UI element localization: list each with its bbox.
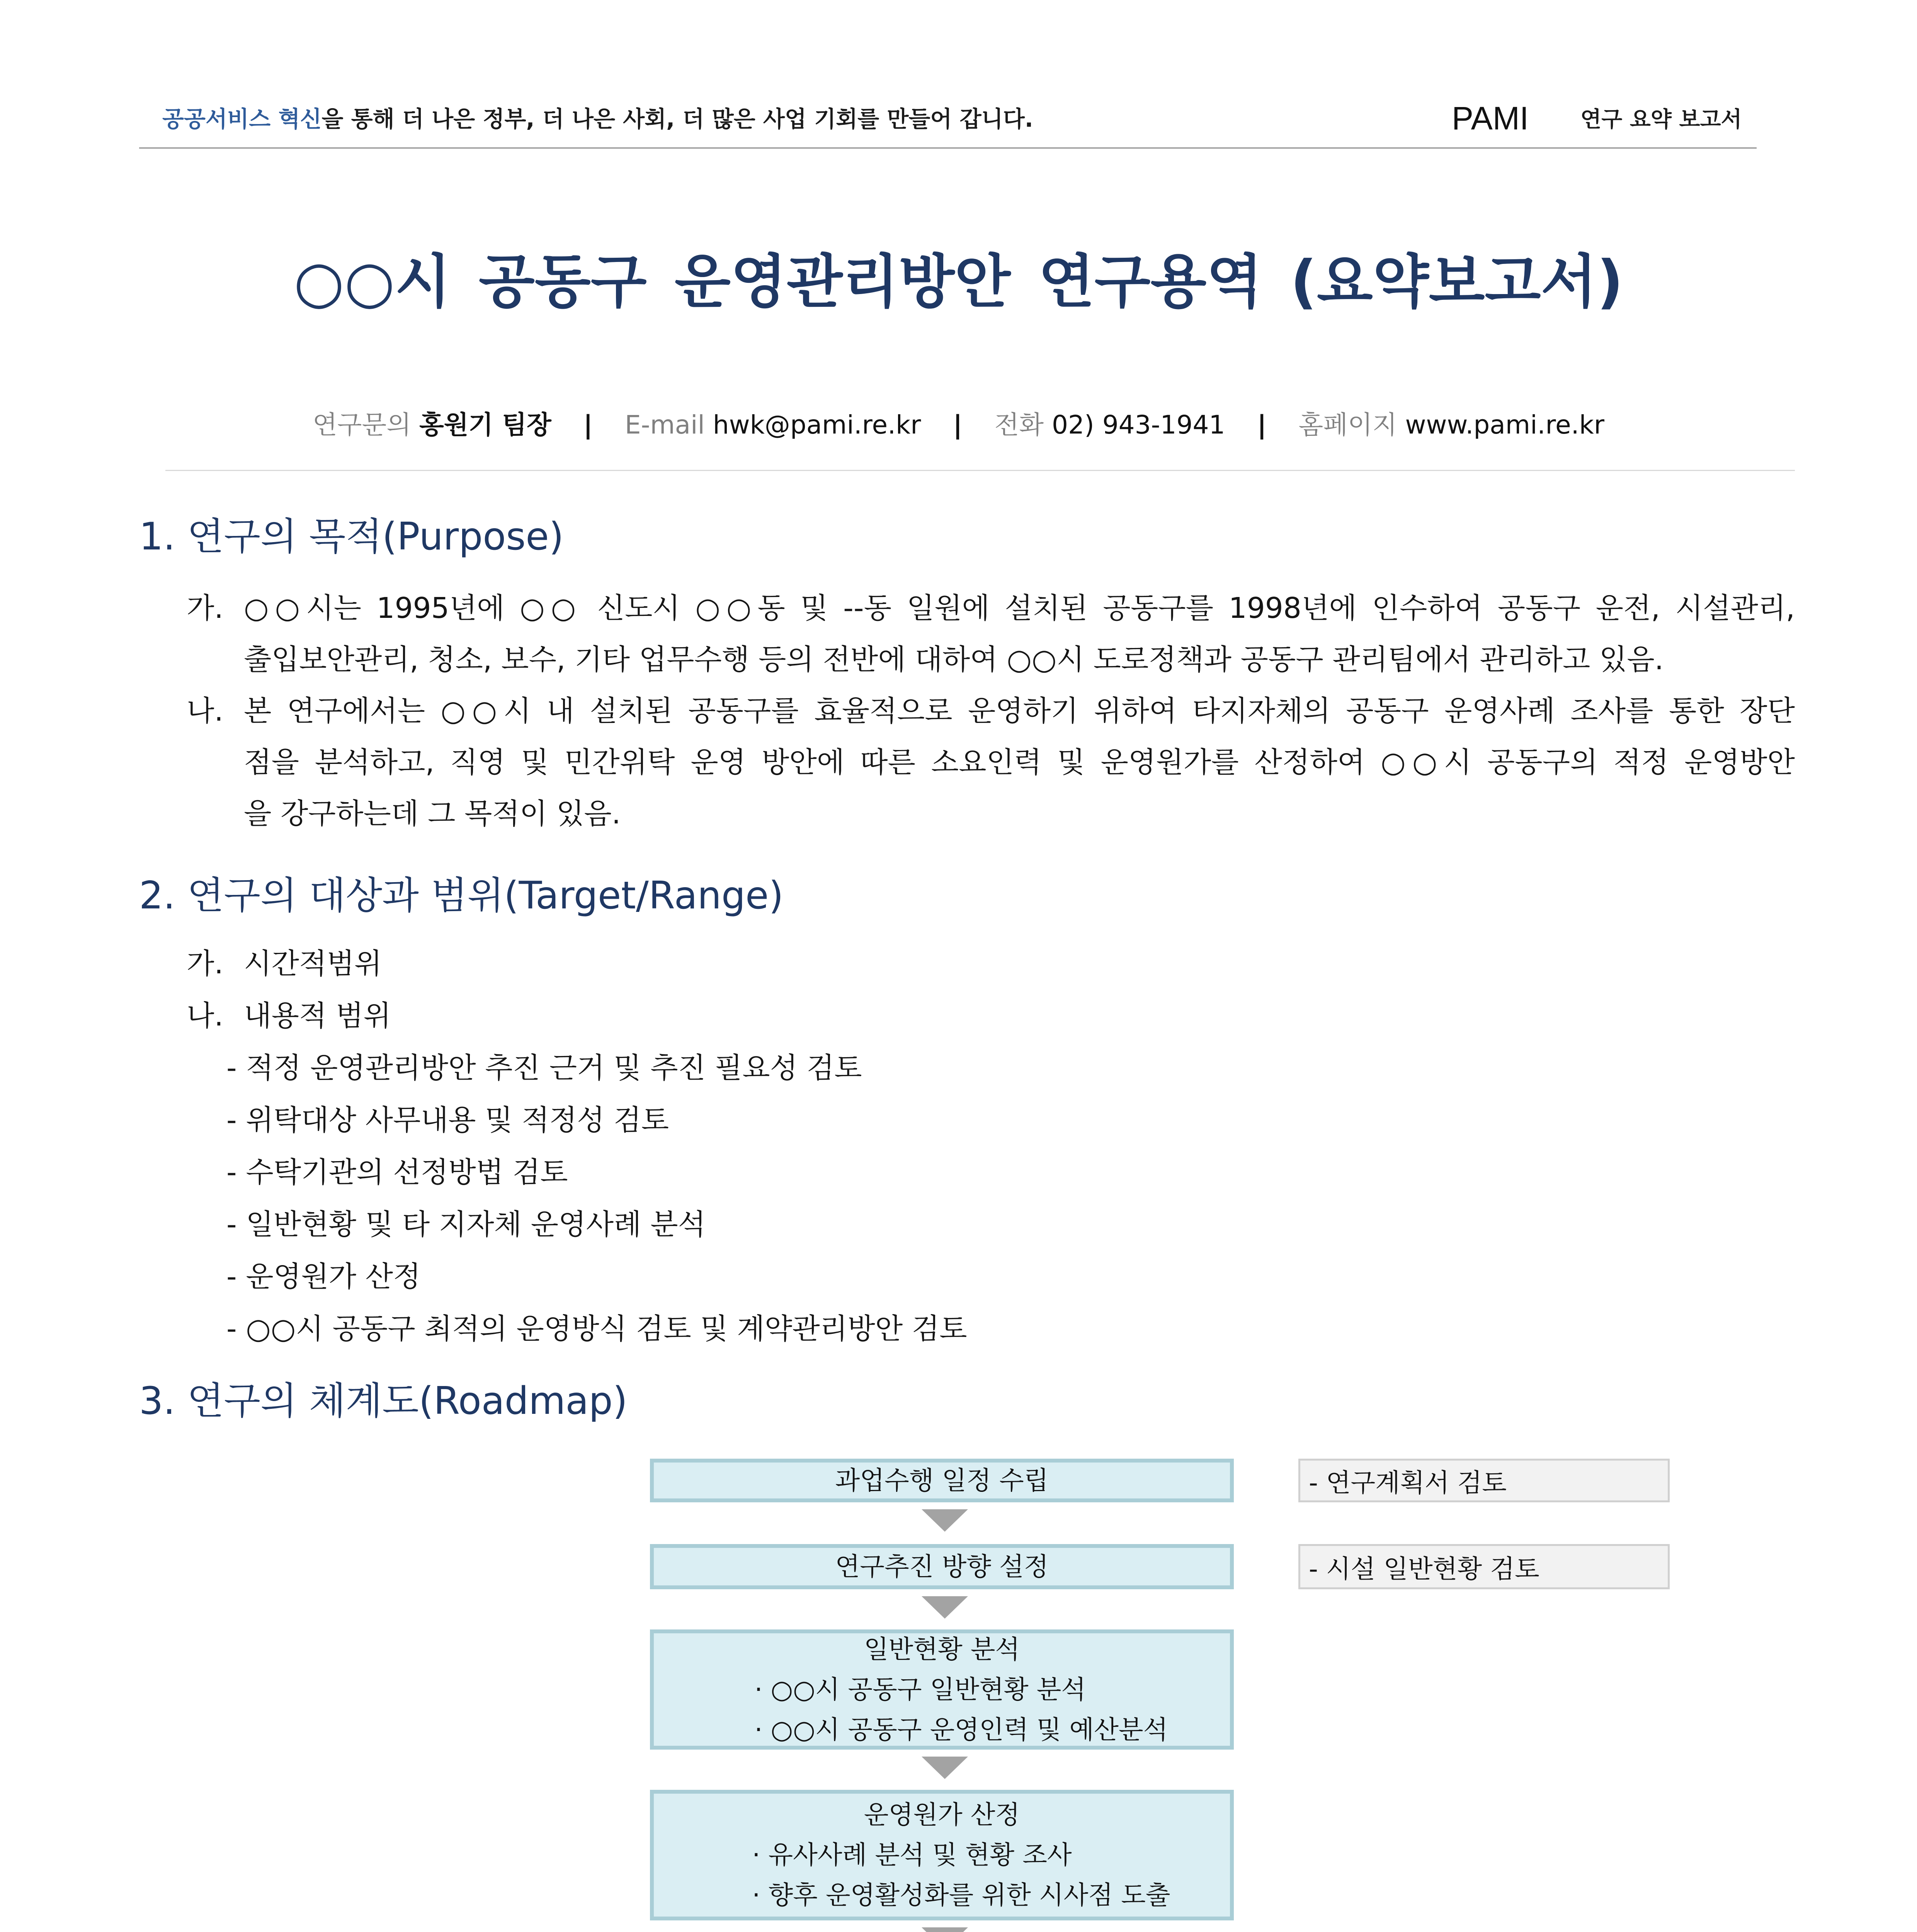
- roadmap-flowchart: [0, 1426, 1917, 1932]
- list-item-text: 시간적범위: [244, 947, 382, 980]
- sub-list-item: - 위탁대상 사무내용 및 적정성 검토: [226, 1104, 669, 1137]
- contact-email-value: hwk@pami.re.kr: [713, 410, 921, 440]
- contact-homepage-value: www.pami.re.kr: [1405, 410, 1604, 440]
- paragraph-line: 을 강구하는데 그 목적이 있음.: [244, 797, 621, 830]
- sub-list-item: - 운영원가 산정: [226, 1260, 421, 1293]
- paragraph-line: 점을 분석하고, 직영 및 민간위탁 운영 방안에 따른 소요인력 및 운영원가를 산정하여 ○○시 공동구의 적정 운영방안: [244, 746, 1795, 779]
- paragraph-line: 출입보안관리, 청소, 보수, 기타 업무수행 등의 전반에 대하여 ○○시 도로정책과 공동구 관리팀에서 관리하고 있음.: [244, 643, 1664, 676]
- list-item: [187, 938, 1795, 990]
- contact-inquiry-label: 연구문의: [313, 410, 412, 440]
- section-heading-roadmap: 3. 연구의 체계도(Roadmap): [139, 1379, 628, 1423]
- section-heading-target-range: 2. 연구의 대상과 범위(Target/Range): [139, 874, 784, 918]
- contact-inquiry-value: 홍원기 팀장: [419, 410, 551, 440]
- roadmap-step: [650, 1790, 1234, 1920]
- list-item: [187, 990, 1795, 1042]
- list-item-text: 내용적 범위: [244, 999, 391, 1032]
- sub-list-item: - 수탁기관의 선정방법 검토: [226, 1156, 568, 1189]
- contact-homepage-label: 홈페이지: [1298, 410, 1397, 440]
- purpose-list: [187, 583, 1795, 840]
- roadmap-step-bullets: [755, 1670, 1168, 1750]
- roadmap-side-note: - 시설 일반현황 검토: [1298, 1544, 1670, 1589]
- item-marker: 가.: [187, 947, 224, 980]
- down-arrow-icon: [922, 1509, 968, 1532]
- contact-separator: |: [953, 410, 963, 440]
- contact-divider: [165, 470, 1795, 471]
- paragraph-line: 본 연구에서는 ○○시 내 설치된 공동구를 효율적으로 운영하기 위하여 타지자체의 공동구 운영사례 조사를 통한 장단: [244, 694, 1795, 728]
- list-item: [187, 583, 1795, 685]
- header-slogan: [162, 104, 1033, 134]
- header-slogan-highlight: 공공서비스 혁신: [162, 106, 322, 132]
- roadmap-step-bullets: [752, 1835, 1170, 1915]
- item-marker: 나.: [187, 694, 224, 728]
- list-item: [187, 685, 1795, 840]
- roadmap-step-title: 운영원가 산정: [864, 1800, 1020, 1830]
- contact-phone-label: 전화: [994, 410, 1044, 440]
- roadmap-side-note: - 연구계획서 검토: [1298, 1459, 1670, 1502]
- paragraph-line: ○○시는 1995년에 ○○ 신도시 ○○동 및 --동 일원에 설치된 공동구를 1998년에 인수하여 공동구 운전, 시설관리,: [244, 592, 1795, 625]
- sub-list-item: - ○○시 공동구 최적의 운영방식 검토 및 계약관리방안 검토: [226, 1312, 967, 1345]
- contact-separator: |: [583, 410, 593, 440]
- roadmap-step-title: 일반현황 분석: [864, 1634, 1020, 1664]
- roadmap-step: [650, 1544, 1234, 1589]
- down-arrow-icon: [922, 1757, 968, 1779]
- contact-phone-value: 02) 943-1941: [1051, 410, 1225, 440]
- header-doc-type: 연구 요약 보고서: [1580, 107, 1742, 132]
- down-arrow-icon: [922, 1927, 968, 1932]
- sub-list-item: - 일반현황 및 타 지자체 운영사례 분석: [226, 1208, 706, 1241]
- item-marker: 나.: [187, 999, 224, 1032]
- sub-list-item: - 적정 운영관리방안 추진 근거 및 추진 필요성 검토: [226, 1051, 862, 1085]
- roadmap-bullet: · 유사사례 분석 및 현황 조사: [752, 1840, 1072, 1870]
- roadmap-bullet: · ○○시 공동구 일반현황 분석: [754, 1674, 1086, 1704]
- roadmap-step: [650, 1459, 1234, 1502]
- section-heading-purpose: 1. 연구의 목적(Purpose): [139, 515, 564, 559]
- roadmap-bullet: · ○○시 공동구 운영인력 및 예산분석: [754, 1714, 1168, 1745]
- item-marker: 가.: [187, 592, 224, 625]
- header-divider: [139, 147, 1757, 149]
- contact-email-label: E-mail: [624, 410, 705, 440]
- contact-separator: |: [1257, 410, 1267, 440]
- roadmap-step: [650, 1629, 1234, 1750]
- contact-line: [0, 408, 1917, 442]
- roadmap-step-title: 연구추진 방향 설정: [835, 1551, 1049, 1582]
- down-arrow-icon: [922, 1596, 968, 1619]
- header-slogan-rest: 을 통해 더 나은 정부, 더 나은 사회, 더 많은 사업 기회를 만들어 갑니다.: [321, 106, 1033, 132]
- roadmap-step-title: 과업수행 일정 수립: [835, 1465, 1049, 1495]
- header-brand: PAMI: [1452, 100, 1529, 136]
- page-title: ○○시 공동구 운영관리방안 연구용역 (요약보고서): [294, 248, 1623, 316]
- main-content: [0, 240, 1917, 1932]
- roadmap-bullet: · 향후 운영활성화를 위한 시사점 도출: [752, 1880, 1170, 1910]
- target-range-list: [187, 938, 1795, 1355]
